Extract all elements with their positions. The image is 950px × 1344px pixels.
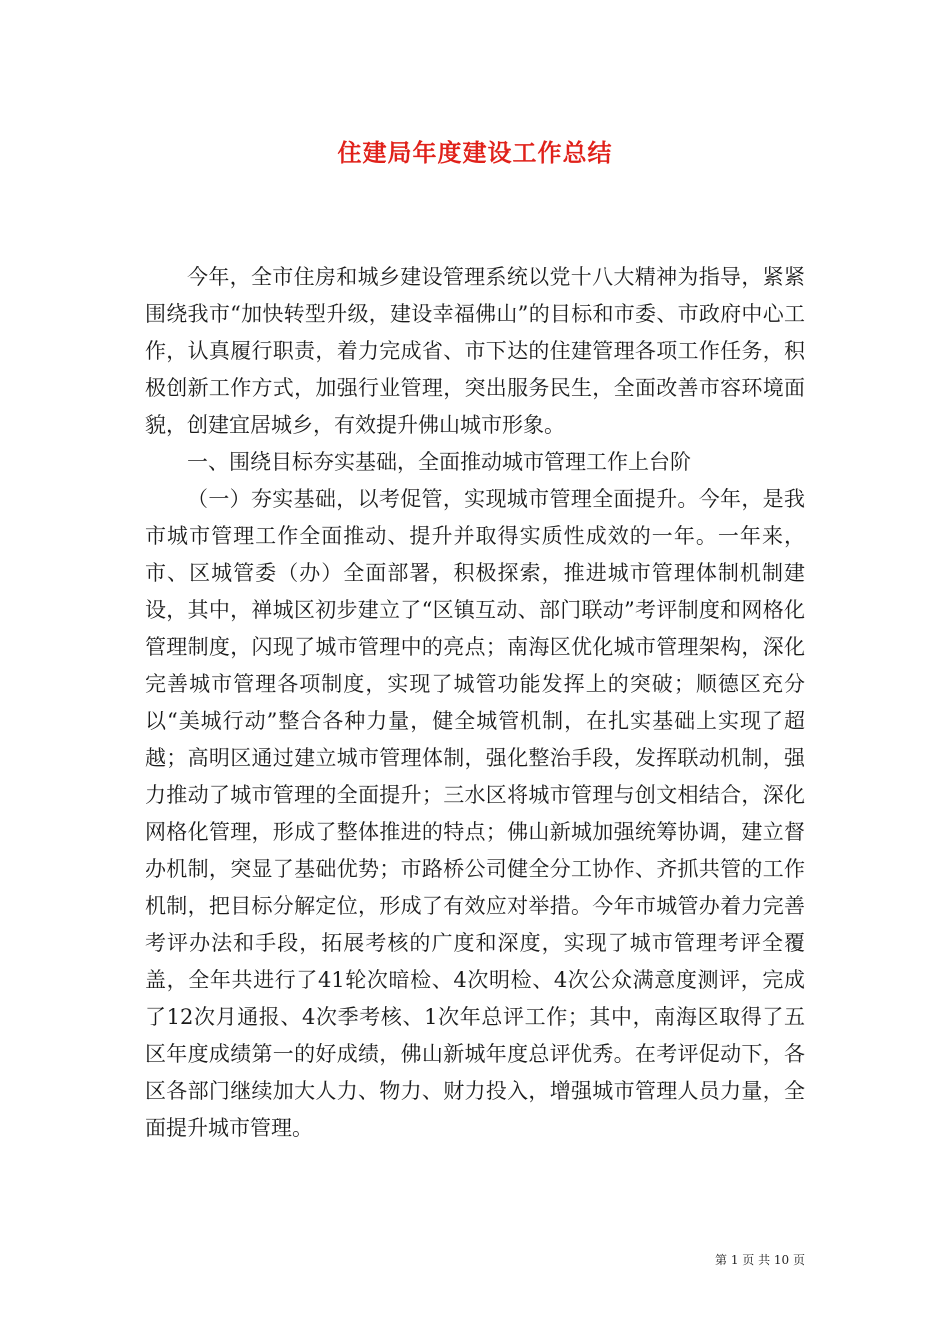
document-body [145,259,805,1147]
paragraph-section-1: （一）夯实基础，以考促管，实现城市管理全面提升。今年，是我市城市管理工作全面推动、提升并取得实质性成效的一年。一年来，市、区城管委（办）全面部署，积极探索，推进城市管理体制机制建设，其中，禅城区初步建立了“区镇互动、部门联动”考评制度和网格化管理制度，闪现了城市管理中的亮点；南海区优化城市管理架构，深化完善城市管理各项制度，实现了城管功能发挥上的突破；顺德区充分以“美城行动”整合各种力量，健全城管机制，在扎实基础上实现了超越；高明区通过建立城市管理体制，强化整治手段，发挥联动机制，强力推动了城市管理的全面提升；三水区将城市管理与创文相结合，深化网格化管理，形成了整体推进的特点；佛山新城加强统筹协调，建立督办机制，突显了基础优势；市路桥公司健全分工协作、齐抓共管的工作机制，把目标分解定位，形成了有效应对举措。今年市城管办着力完善考评办法和手段，拓展考核的广度和深度，实现了城市管理考评全覆盖，全年共进行了41轮次暗检、4次明检、4次公众满意度测评，完成了12次月通报、4次季考核、1次年总评工作；其中，南海区取得了五区年度成绩第一的好成绩，佛山新城年度总评优秀。在考评促动下，各区各部门继续加大人力、物力、财力投入，增强城市管理人员力量，全面提升城市管理。 [145,487,805,1140]
paragraph-intro: 今年，全市住房和城乡建设管理系统以党十八大精神为指导，紧紧围绕我市“加快转型升级，建设幸福佛山”的目标和市委、市政府中心工作，认真履行职责，着力完成省、市下达的住建管理各项工作任务，积极创新工作方式，加强行业管理，突出服务民生，全面改善市容环境面貌，创建宜居城乡，有效提升佛山城市形象。 [145,265,805,437]
section-heading: 一、围绕目标夯实基础，全面推动城市管理工作上台阶 [187,450,691,474]
document-title: 住建局年度建设工作总结 [337,139,613,167]
page-number: 第 1 页 共 10 页 [715,1253,805,1267]
